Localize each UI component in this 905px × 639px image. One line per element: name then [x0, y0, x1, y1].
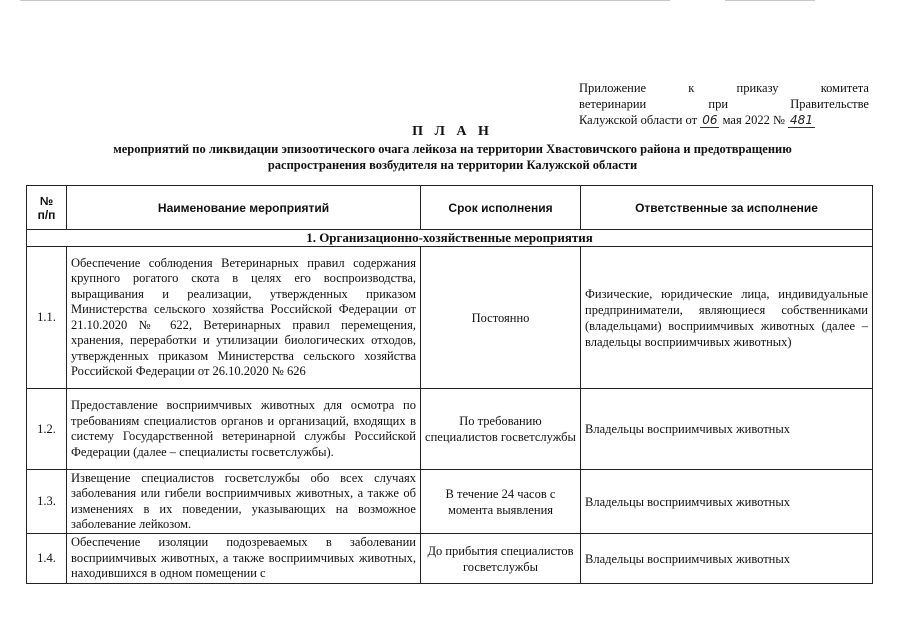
section-title: 1. Организационно-хозяйственные мероприятия [27, 230, 873, 247]
row-number: 1.2. [27, 389, 67, 470]
appendix-date-middle: мая 2022 № [722, 113, 785, 127]
document-subtitle-line-1: мероприятий по ликвидации эпизоотического очага лейкоза на территории Хвастовичского района и предотвращению [113, 142, 792, 156]
header-number: № п/п [27, 186, 67, 230]
table-row [27, 247, 873, 389]
row-measure: Извещение специалистов госветслужбы обо всех случаях заболевания или гибели восприимчивых животных, а также об изменениях в их поведении, указывающих на возможное заболевание лейкозом. [67, 470, 421, 534]
section-row [27, 230, 873, 247]
appendix-word: комитета [820, 81, 869, 95]
table-row [27, 389, 873, 470]
header-responsible: Ответственные за исполнение [581, 186, 873, 230]
row-deadline: Постоянно [421, 247, 581, 389]
appendix-word: Правительстве [790, 97, 869, 111]
row-responsible: Владельцы восприимчивых животных [581, 389, 873, 470]
row-deadline: В течение 24 часов с момента выявления [421, 470, 581, 534]
scan-edge-line-left [20, 0, 670, 1]
document-subtitle-line-2: распространения возбудителя на территории Калужской области [267, 158, 638, 172]
scan-edge-line-right [725, 0, 815, 1]
appendix-word: Приложение [579, 81, 647, 95]
appendix-line-1 [579, 80, 869, 96]
measures-table [26, 185, 873, 584]
appendix-word: к [688, 81, 695, 95]
header-deadline: Срок исполнения [421, 186, 581, 230]
row-responsible: Физические, юридические лица, индивидуальные предприниматели, являющиеся собственниками (владельцами) восприимчивых животных (далее – владельцы восприимчивых животных) [581, 247, 873, 389]
appendix-date-prefix: Калужской области от [579, 113, 698, 127]
appendix-word: приказу [736, 81, 779, 95]
handwritten-order-number: 481 [790, 113, 813, 127]
header-measure-name: Наименование мероприятий [67, 186, 421, 230]
row-responsible: Владельцы восприимчивых животных [581, 534, 873, 584]
table-row [27, 534, 873, 584]
handwritten-day: 06 [702, 113, 718, 127]
row-deadline: До прибытия специалистов госветслужбы [421, 534, 581, 584]
table-header-row [27, 186, 873, 230]
row-number: 1.4. [27, 534, 67, 584]
row-number: 1.1. [27, 247, 67, 389]
row-measure: Обеспечение изоляции подозреваемых в заболевании восприимчивых животных, а также восприимчивых животных, находившихся в одном помещении с [67, 534, 421, 584]
row-number: 1.3. [27, 470, 67, 534]
table-row [27, 470, 873, 534]
row-measure: Обеспечение соблюдения Ветеринарных правил содержания крупного рогатого скота в целях его воспроизводства, выращивания и реализации, утвержденных приказом Министерства сельского хозяйства Российской Федерации от 21.10.2020 № 622, Ветеринарных правил перемещения, хранения, переработки и утилизации биологических отходов, утвержденных приказом Министерства сельского хозяйства Российской Федерации от 26.10.2020 № 626 [67, 247, 421, 389]
row-measure: Предоставление восприимчивых животных для осмотра по требованиям специалистов органов и организаций, входящих в систему Государственной ветеринарной службы Российской Федерации (далее – специалисты госветслужбы). [67, 389, 421, 470]
document-title: П Л А Н [412, 124, 493, 139]
appendix-word: при [708, 97, 729, 111]
appendix-line-2 [579, 96, 869, 112]
appendix-note [579, 80, 869, 128]
row-responsible: Владельцы восприимчивых животных [581, 470, 873, 534]
row-deadline: По требованию специалистов госветслужбы [421, 389, 581, 470]
appendix-word: ветеринарии [579, 97, 647, 111]
